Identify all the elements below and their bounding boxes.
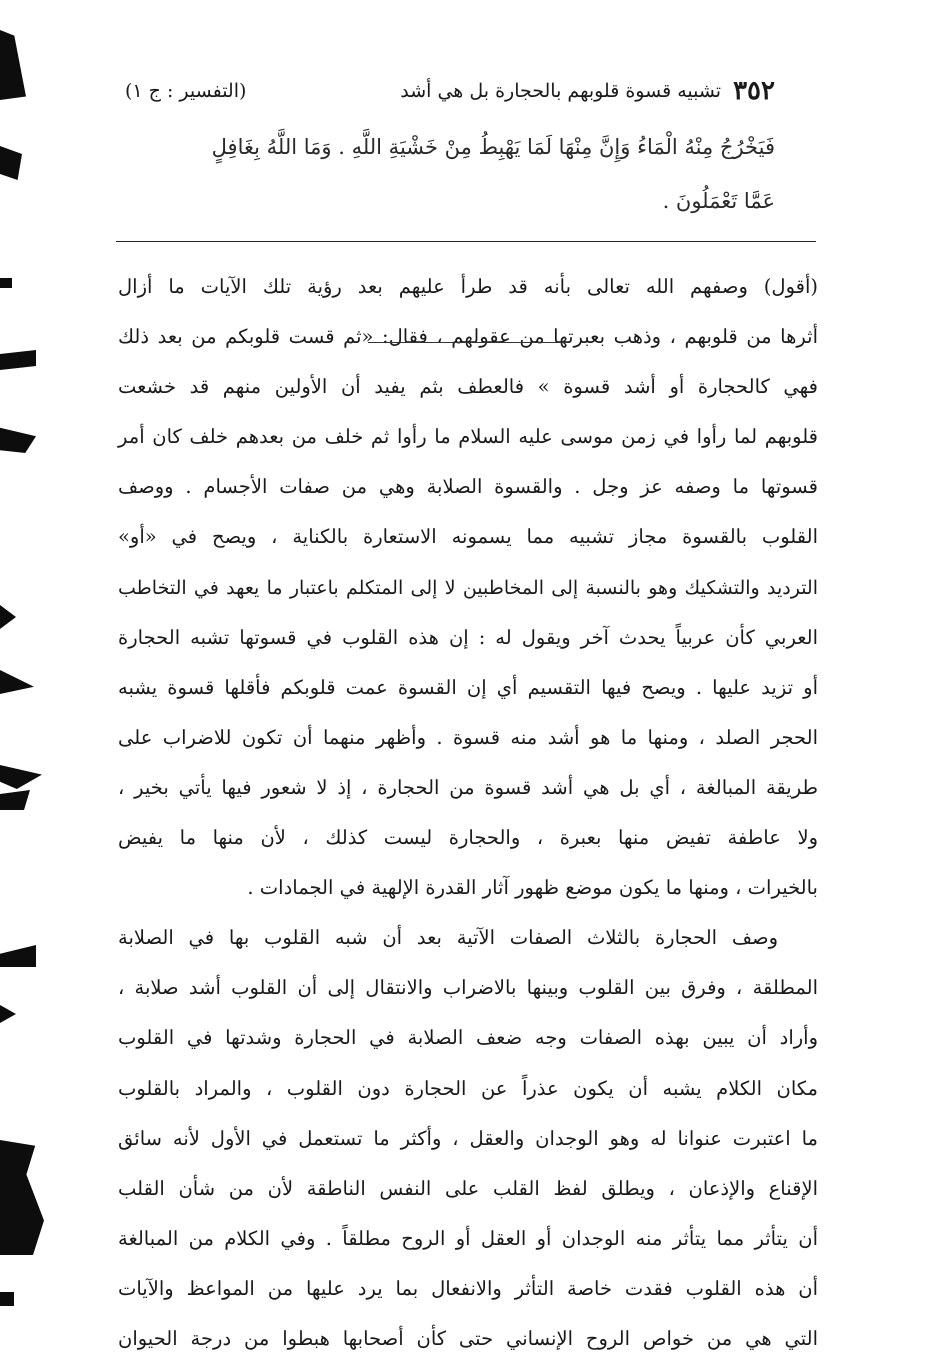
text-line: الإقناع والإذعان ، ويطلق لفظ القلب على النفس الناطقة لأن من شأن القلب	[118, 1176, 818, 1200]
text-line: ولا عاطفة تفيض منها بعبرة ، والحجارة ليست كذلك ، لأن منها ما يفيض	[118, 826, 818, 850]
scan-edge-mark	[0, 790, 30, 810]
text-line: المطلقة ، وفرق بين القلوب وبينها بالاضراب والانتقال إلى أن القلوب أشد صلابة ،	[118, 976, 818, 1000]
scan-edge-mark	[0, 1140, 44, 1255]
running-title: تشبيه قسوة قلوبهم بالحجارة بل هي أشد	[400, 80, 722, 102]
text-line: وأراد أن يبين بهذه الصفات وجه ضعف الصلابة في الحجارة وشدتها في القلوب	[118, 1026, 818, 1050]
text-line: طريقة المبالغة ، أي بل هي أشد قسوة من الحجارة ، إذ لا شعور فيها يأتي بخير ،	[118, 775, 818, 799]
text-line: قلوبهم لما رأوا في زمن موسى عليه السلام ما رأوا ثم خلف من بعدهم خلف كان أمر	[118, 425, 818, 449]
quote-underline	[368, 342, 568, 343]
text-line: وصف الحجارة بالثلاث الصفات الآتية بعد أن شبه القلوب بها في الصلابة	[118, 926, 778, 950]
scan-edge-mark	[0, 278, 12, 288]
text-line: العربي كأن عربياً يحدث آخر ويقول له : إن هذه القلوب في قسوتها تشبه الحجارة	[118, 625, 818, 649]
text-line: الحجر الصلد ، ومنها ما هو أشد منه قسوة . وأظهر منهما أن تكون للاضراب على	[118, 725, 818, 749]
book-label: (التفسير : ج ١)	[125, 80, 247, 102]
text-line: القلوب بالقسوة مجاز تشبيه مما يسمونه الاستعارة بالكناية ، ويصح في «أو»	[118, 525, 818, 549]
scan-edge-mark	[0, 945, 36, 967]
scan-edge-mark	[0, 670, 34, 694]
scan-edge-mark	[0, 1292, 14, 1306]
section-divider	[116, 241, 816, 242]
text-line: ما اعتبرت عنوانا له وهو الوجدان والعقل ، وأكثر ما تستعمل في الأول لأنه سائق	[118, 1126, 818, 1150]
scan-edge-mark	[0, 425, 36, 453]
verse-line: فَيَخْرُجُ مِنْهُ الْمَاءُ وَإِنَّ مِنْهَا لَمَا يَهْبِطُ مِنْ خَشْيَةِ اللَّهِ . وَمَا اللَّهُ بِغَافِلٍ	[211, 135, 775, 159]
text-line: أن هذه القلوب فقدت خاصة التأثر والانفعال بما يرد عليها من المواعظ والآيات	[118, 1276, 818, 1300]
text-line: فهي كالحجارة أو أشد قسوة » فالعطف بثم يفيد أن الأولين منهم قد خشعت	[118, 375, 818, 399]
scan-edge-mark	[0, 140, 22, 180]
page-number: ٣٥٢	[733, 76, 775, 106]
text-line: قسوتها ما وصفه عز وجل . والقسوة الصلابة وهي من صفات الأجسام . ووصف	[118, 475, 818, 499]
text-line: أو تزيد عليها . ويصح فيها التقسيم أي إن القسوة عمت قلوبكم فأقلها قسوة يشبه	[118, 675, 818, 699]
text-line: الترديد والتشكيك وهو بالنسبة إلى المخاطبين لا إلى المتكلم باعتبار ما يعهد في التخاطب	[118, 576, 818, 599]
scan-edge-mark	[0, 1005, 16, 1023]
commentary-body	[118, 262, 818, 1364]
text-line: التي هي من خواص الروح الإنساني حتى كأن أصحابها هبطوا من درجة الحيوان	[118, 1326, 818, 1350]
text-line: مكان الكلام يشبه أن يكون عذراً عن الحجارة دون القلوب ، والمراد بالقلوب	[118, 1076, 818, 1100]
text-line: بالخيرات ، ومنها ما يكون موضع ظهور آثار القدرة الإلهية في الجمادات .	[247, 876, 818, 900]
text-line: أن يتأثر مما يتأثر منه الوجدان أو العقل أو الروح مطلقاً . وفي الكلام من المبالغة	[118, 1226, 818, 1250]
scan-edge-mark	[0, 30, 26, 100]
text-line: (أقول) وصفهم الله تعالى بأنه قد طرأ عليهم بعد رؤية تلك الآيات ما أزال	[118, 275, 818, 298]
scan-edge-mark	[0, 605, 16, 629]
verse-line: عَمَّا تَعْمَلُونَ .	[662, 189, 775, 213]
scan-edge-mark	[0, 765, 42, 789]
text-line: أثرها من قلوبهم ، وذهب بعبرتها من عقولهم ، فقال: «ثم قست قلوبكم من بعد ذلك	[118, 325, 818, 349]
verse-block	[115, 120, 775, 228]
scan-edge-mark	[0, 350, 36, 370]
page-header	[125, 70, 775, 112]
